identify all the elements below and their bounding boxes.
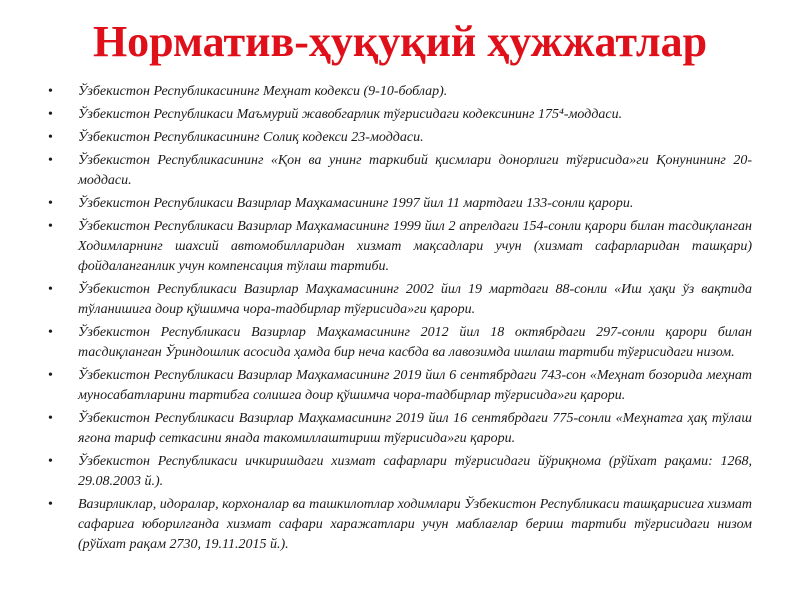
- list-item: [48, 452, 752, 492]
- bullet-icon: •: [48, 282, 53, 297]
- list-item-text: Ўзбекистон Республикасининг Солиқ кодекси 23-моддаси.: [78, 130, 424, 145]
- bullet-icon: •: [48, 219, 53, 234]
- list-item-text: Ўзбекистон Республикаси Вазирлар Маҳкамасининг 1997 йил 11 мартдаги 133-сонли қарори.: [78, 196, 634, 211]
- list-item-text: Ўзбекистон Республикаси Вазирлар Маҳкамасининг 2002 йил 19 мартдаги 88-сонли «Иш ҳақи ўз вақтида тўланишига доир қўшимча чора-тадбирлар тўғрисида»ги қарори.: [78, 282, 752, 317]
- bullet-icon: •: [48, 325, 53, 340]
- list-item-text: Ўзбекистон Республикасининг «Қон ва унинг таркибий қисмлари донорлиги тўғрисида»ги Қонунининг 20-моддаси.: [78, 153, 752, 188]
- list-item-text: Ўзбекистон Республикаси Вазирлар Маҳкамасининг 1999 йил 2 апрелдаги 154-сонли қарори билан тасдиқланган Ходимларнинг шахсий автомобилларидан хизмат мақсадлари учун (хизмат сафарларидан ташқари) фойдаланганлик учун компенсация тўлаш тартиби.: [78, 219, 752, 274]
- list-item-text: Ўзбекистон Республикаси ичкиришдаги хизмат сафарлари тўғрисидаги йўриқнома (рўйхат рақами: 1268, 29.08.2003 й.).: [78, 454, 752, 489]
- list-item: [48, 409, 752, 449]
- list-item: [48, 151, 752, 191]
- bullet-icon: •: [48, 411, 53, 426]
- list-item: [48, 105, 752, 125]
- bullet-icon: •: [48, 497, 53, 512]
- list-item: [48, 495, 752, 555]
- document-list: [48, 82, 752, 558]
- bullet-icon: •: [48, 196, 53, 211]
- list-item: [48, 323, 752, 363]
- list-item: [48, 280, 752, 320]
- list-item-text: Ўзбекистон Республикаси Вазирлар Маҳкамасининг 2019 йил 16 сентябрдаги 775-сонли «Меҳнатга ҳақ тўлаш ягона тариф сеткасини янада такомиллаштириш тўғрисида»ги қарори.: [78, 411, 752, 446]
- list-item-text: Ўзбекистон Республикаси Маъмурий жавобгарлик тўғрисидаги кодексининг 175⁴-моддаси.: [78, 107, 623, 122]
- bullet-icon: •: [48, 368, 53, 383]
- bullet-icon: •: [48, 153, 53, 168]
- list-item-text: Ўзбекистон Республикаси Вазирлар Маҳкамасининг 2019 йил 6 сентябрдаги 743-сон «Меҳнат бозорида меҳнат муносабатларини тартибга солишга доир қўшимча чора-тадбирлар тўғрисида»ги қарори.: [78, 368, 752, 403]
- list-item-text: Вазирликлар, идоралар, корхоналар ва ташкилотлар ходимлари Ўзбекистон Республикаси ташқарисига хизмат сафарига юборилганда хизмат сафари харажатлари учун маблағлар бериш тартиби тўғрисидаги низом (рўйхат рақам 2730, 19.11.2015 й.).: [78, 497, 752, 552]
- page-title: Норматив-ҳуқуқий ҳужжатлар: [92, 17, 708, 66]
- list-item: [48, 366, 752, 406]
- list-item-text: Ўзбекистон Республикасининг Меҳнат кодекси (9-10-боблар).: [78, 84, 448, 99]
- list-item: [48, 217, 752, 277]
- bullet-icon: •: [48, 130, 53, 145]
- bullet-icon: •: [48, 107, 53, 122]
- list-item-text: Ўзбекистон Республикаси Вазирлар Маҳкамасининг 2012 йил 18 октябрдаги 297-сонли қарори билан тасдиқланган Ўриндошлик асосида ҳамда бир неча касбда ва лавозимда ишлаш тартиби тўғрисидаги низом.: [78, 325, 752, 360]
- list-item: [48, 82, 752, 102]
- list-item: [48, 128, 752, 148]
- list-item: [48, 194, 752, 214]
- bullet-icon: •: [48, 84, 53, 99]
- bullet-icon: •: [48, 454, 53, 469]
